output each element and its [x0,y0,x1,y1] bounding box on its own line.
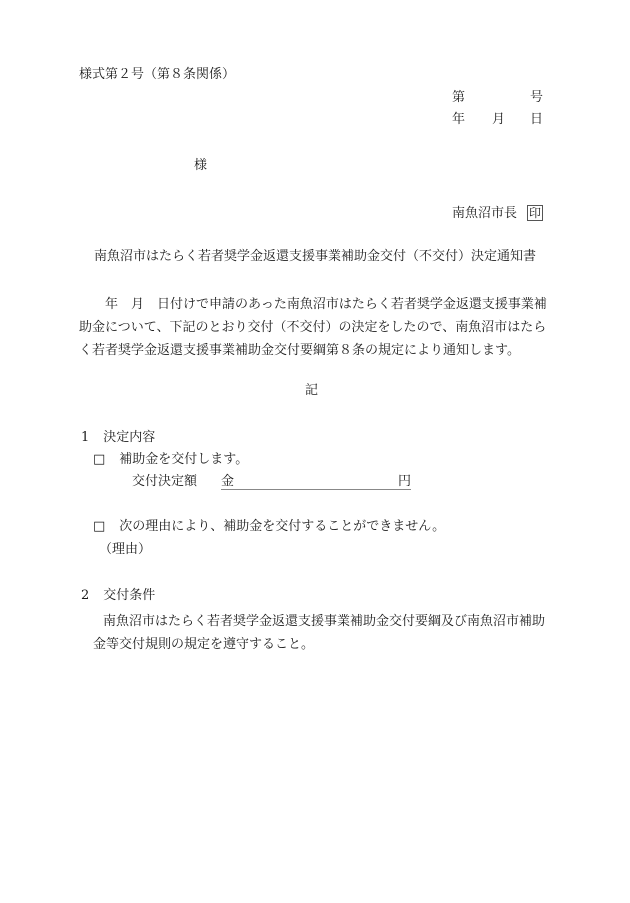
section1-heading [81,431,155,444]
document-title: 南魚沼市はたらく若者奨学金返還支援事業補助金交付（不交付）決定通知書 [94,249,537,264]
section1-title: 決定内容 [103,430,156,445]
section2-number: 2 [81,588,90,603]
form-number: 様式第２号（第８条関係） [79,67,236,82]
section2-heading [81,589,155,602]
section2-title: 交付条件 [103,588,156,603]
deny-label: 次の理由により、補助金を交付することができません。 [119,519,446,534]
section2-body [93,610,545,656]
date-month: 月 [492,112,506,127]
reason-label: （理由） [99,542,152,557]
section2-line: 金等交付規則の規定を遵守すること。 [93,637,315,652]
issuer-name: 南魚沼市長 [452,206,518,221]
amount-unit: 円 [398,474,412,489]
amount-row [132,475,411,490]
reference-number-prefix: 第 [452,90,466,105]
body-line: く若者奨学金返還支援事業補助金交付要綱第８条の規定により通知します。 [79,343,520,358]
grant-checkbox[interactable]: □ [93,452,106,467]
ki-heading: 記 [305,383,319,398]
option-deny[interactable] [93,520,445,533]
reference-number-suffix: 号 [530,90,544,105]
amount-field[interactable] [221,475,411,490]
section1-number: 1 [81,430,90,445]
addressee: 様 [194,158,208,173]
amount-prefix: 金 [221,474,235,489]
seal-box: 印 [529,206,542,220]
grant-label: 補助金を交付します。 [119,452,249,467]
date-day: 日 [530,112,544,127]
section2-line: 南魚沼市はたらく若者奨学金返還支援事業補助金交付要綱及び南魚沼市補助 [103,614,546,629]
issuer [452,205,543,221]
deny-checkbox[interactable]: □ [93,519,106,534]
amount-label: 交付決定額 [132,474,198,489]
date-year: 年 [452,112,466,127]
body-line: 年 月 日付けで申請のあった南魚沼市はたらく若者奨学金返還支援事業補 [79,297,547,312]
body-line: 助金について、下記のとおり交付（不交付）の決定をしたので、南魚沼市はたら [79,320,547,335]
option-grant[interactable] [93,453,248,466]
body-paragraph [79,293,549,362]
